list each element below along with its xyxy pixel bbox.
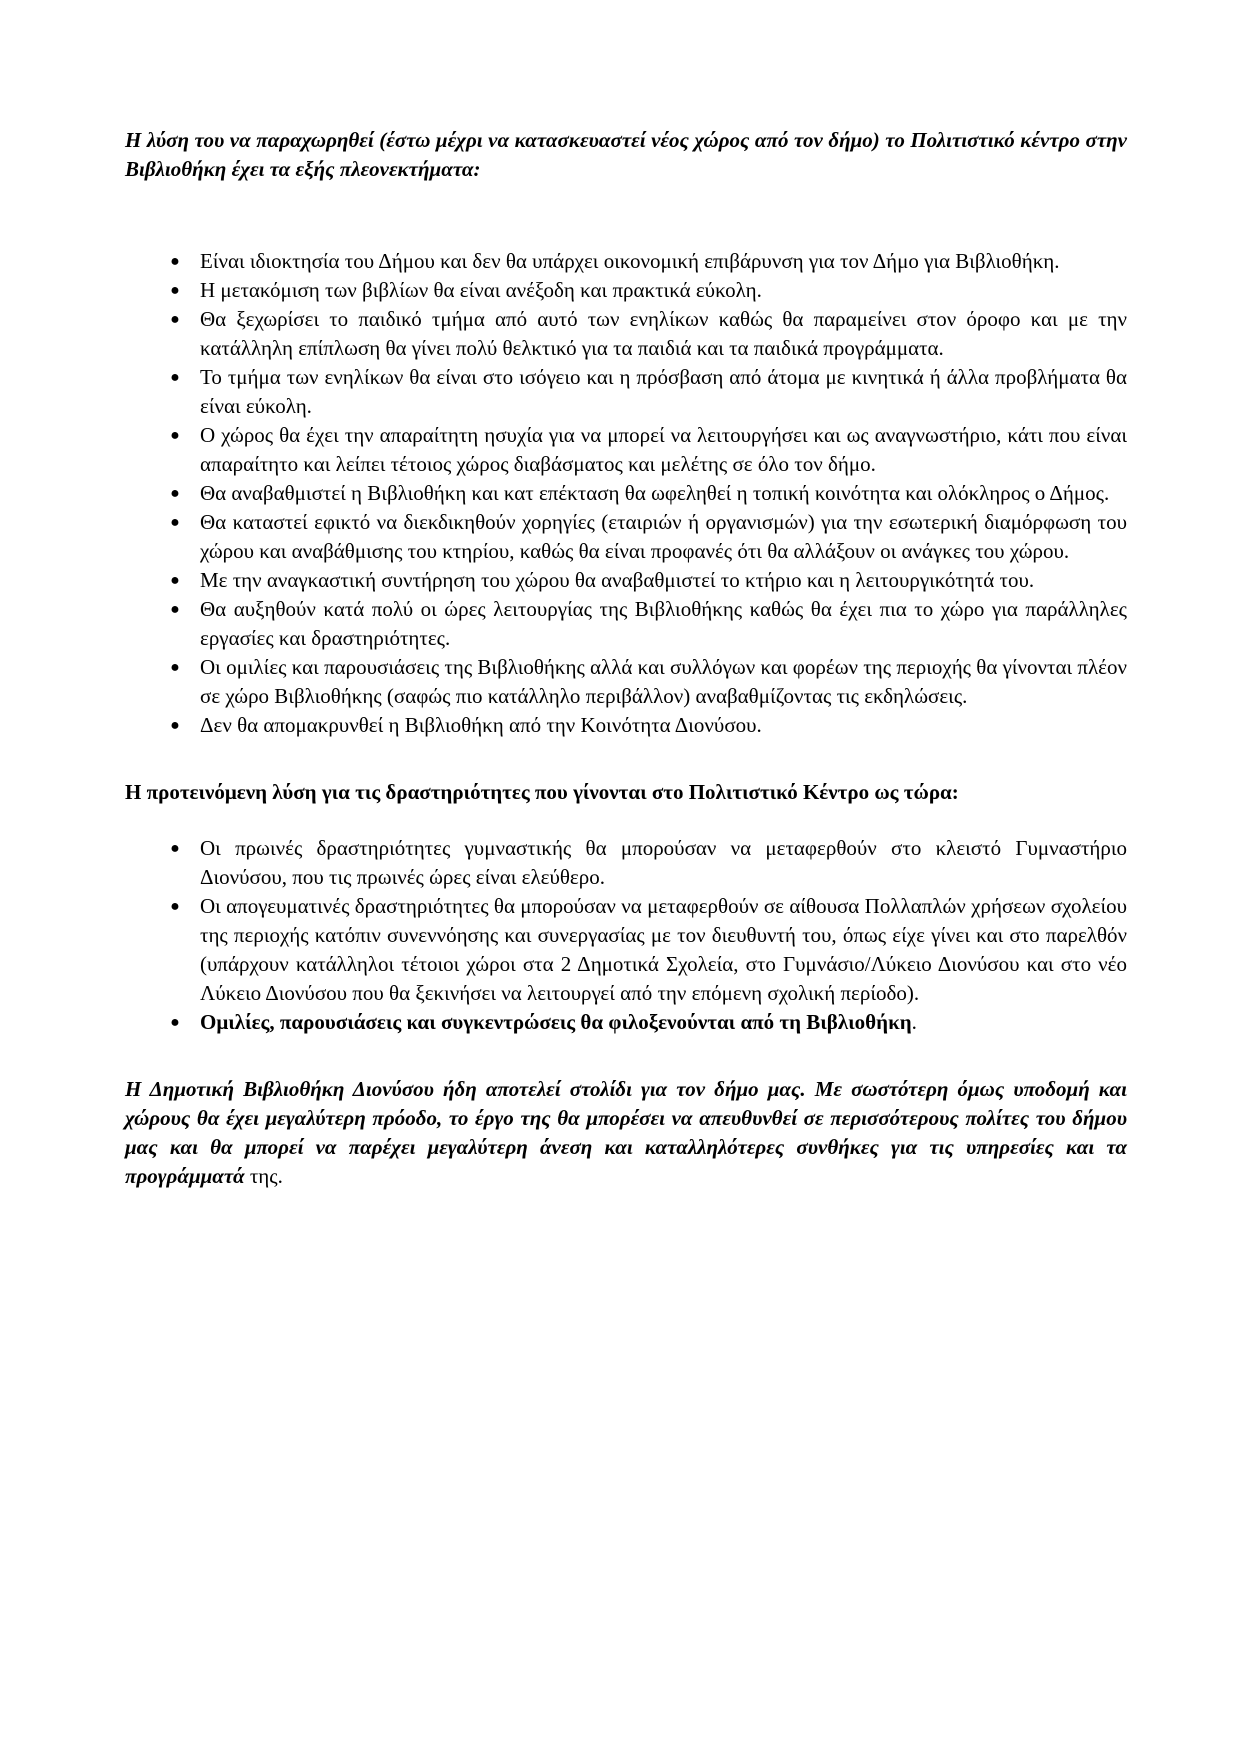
list-item-text: Θα αναβαθμιστεί η Βιβλιοθήκη και κατ επέκταση θα ωφεληθεί η τοπική κοινότητα και ολόκληρος ο Δήμος. [200, 481, 1110, 505]
list-item [125, 892, 1127, 1008]
bullet-icon: ● [170, 485, 180, 502]
bullet-icon: ● [170, 514, 180, 531]
list-item [125, 508, 1127, 566]
list-item [125, 421, 1127, 479]
advantages-list [125, 247, 1127, 740]
list-item [125, 479, 1127, 508]
conclusion-tail: της. [244, 1164, 283, 1188]
bullet-icon: ● [170, 601, 180, 618]
bullet-icon: ● [170, 898, 180, 915]
list-item-text: Οι ομιλίες και παρουσιάσεις της Βιβλιοθήκης αλλά και συλλόγων και φορέων της περιοχής θα γίνονται πλέον σε χώρο Βιβλιοθήκης (σαφώς πιο κατάλληλο περιβάλλον) αναβαθμίζοντας τις εκδηλώσεις. [200, 655, 1127, 708]
list-item-text: Ο χώρος θα έχει την απαραίτητη ησυχία για να μπορεί να λειτουργήσει και ως αναγνωστήριο, κάτι που είναι απαραίτητο και λείπει τέτοιος χώρος διαβάσματος και μελέτης σε όλο τον δήμο. [200, 423, 1127, 476]
list-item [125, 1008, 1127, 1037]
list-item [125, 653, 1127, 711]
list-item [125, 834, 1127, 892]
bullet-icon: ● [170, 572, 180, 589]
list-item [125, 247, 1127, 276]
bullet-icon: ● [170, 840, 180, 857]
conclusion-paragraph [125, 1075, 1127, 1191]
list-item-text-bold: Ομιλίες, παρουσιάσεις και συγκεντρώσεις θα φιλοξενούνται από τη Βιβλιοθήκη [200, 1010, 912, 1034]
list-item [125, 276, 1127, 305]
bullet-icon: ● [170, 717, 180, 734]
document-page [125, 126, 1127, 1191]
conclusion-text: Η Δημοτική Βιβλιοθήκη Διονύσου ήδη αποτελεί στολίδι για τον δήμο μας. Με σωστότερη όμως υποδομή και χώρους θα έχει μεγαλύτερη πρόοδο, το έργο της θα μπορέσει να απευθυνθεί σε περισσότερους πολίτες του δήμου μας και θα μπορεί να παρέχει μεγαλύτερη άνεση και καταλληλότερες συνθήκες για τις υπηρεσίες και τα προγράμματά [125, 1077, 1127, 1188]
bullet-icon: ● [170, 427, 180, 444]
list-item [125, 566, 1127, 595]
bullet-icon: ● [170, 311, 180, 328]
intro-heading: Η λύση του να παραχωρηθεί (έστω μέχρι να κατασκευαστεί νέος χώρος από τον δήμο) το Πολιτιστικό κέντρο στην Βιβλιοθήκη έχει τα εξής πλεονεκτήματα: [125, 128, 1127, 181]
list-item-text: Δεν θα απομακρυνθεί η Βιβλιοθήκη από την Κοινότητα Διονύσου. [200, 713, 762, 737]
bullet-icon: ● [170, 369, 180, 386]
proposal-list [125, 834, 1127, 1037]
list-item-text: Είναι ιδιοκτησία του Δήμου και δεν θα υπάρχει οικονομική επιβάρυνση για τον Δήμο για Βιβλιοθήκη. [200, 249, 1060, 273]
proposal-heading: Η προτεινόμενη λύση για τις δραστηριότητες που γίνονται στο Πολιτιστικό Κέντρο ως τώρα: [125, 780, 959, 804]
list-item-text-end: . [911, 1010, 917, 1034]
list-item-text: Οι πρωινές δραστηριότητες γυμναστικής θα μπορούσαν να μεταφερθούν στο κλειστό Γυμναστήριο Διονύσου, που τις πρωινές ώρες είναι ελεύθερο. [200, 836, 1127, 889]
list-item-text: Θα ξεχωρίσει το παιδικό τμήμα από αυτό των ενηλίκων καθώς θα παραμείνει στον όροφο και με την κατάλληλη επίπλωση θα γίνει πολύ θελκτικό για τα παιδιά και τα παιδικά προγράμματα. [200, 307, 1127, 360]
list-item [125, 305, 1127, 363]
list-item-text: Οι απογευματινές δραστηριότητες θα μπορούσαν να μεταφερθούν σε αίθουσα Πολλαπλών χρήσεων σχολείου της περιοχής κατόπιν συνεννόησης και συνεργασίας με τον διευθυντή του, όπως είχε γίνει και στο παρελθόν (υπάρχουν κατάλληλοι τέτοιοι χώροι στα 2 Δημοτικά Σχολεία, στο Γυμνάσιο/Λύκειο Διονύσου και στο νέο Λύκειο Διονύσου που θα ξεκινήσει να λειτουργεί από την επόμενη σχολική περίοδο). [200, 894, 1127, 1005]
list-item-text: Η μετακόμιση των βιβλίων θα είναι ανέξοδη και πρακτικά εύκολη. [200, 278, 762, 302]
list-item-text: Με την αναγκαστική συντήρηση του χώρου θα αναβαθμιστεί το κτήριο και η λειτουργικότητά του. [200, 568, 1035, 592]
list-item [125, 711, 1127, 740]
list-item-text: Θα καταστεί εφικτό να διεκδικηθούν χορηγίες (εταιριών ή οργανισμών) για την εσωτερική διαμόρφωση του χώρου και αναβάθμισης του κτηρίου, καθώς θα είναι προφανές ότι θα αλλάξουν οι ανάγκες του χώρου. [200, 510, 1127, 563]
list-item-text: Θα αυξηθούν κατά πολύ οι ώρες λειτουργίας της Βιβλιοθήκης καθώς θα έχει πια το χώρο για παράλληλες εργασίες και δραστηριότητες. [200, 597, 1127, 650]
bullet-icon: ● [170, 282, 180, 299]
bullet-icon: ● [170, 1014, 180, 1031]
list-item-text: Το τμήμα των ενηλίκων θα είναι στο ισόγειο και η πρόσβαση από άτομα με κινητικά ή άλλα προβλήματα θα είναι εύκολη. [200, 365, 1127, 418]
bullet-icon: ● [170, 253, 180, 270]
list-item [125, 595, 1127, 653]
list-item [125, 363, 1127, 421]
bullet-icon: ● [170, 659, 180, 676]
